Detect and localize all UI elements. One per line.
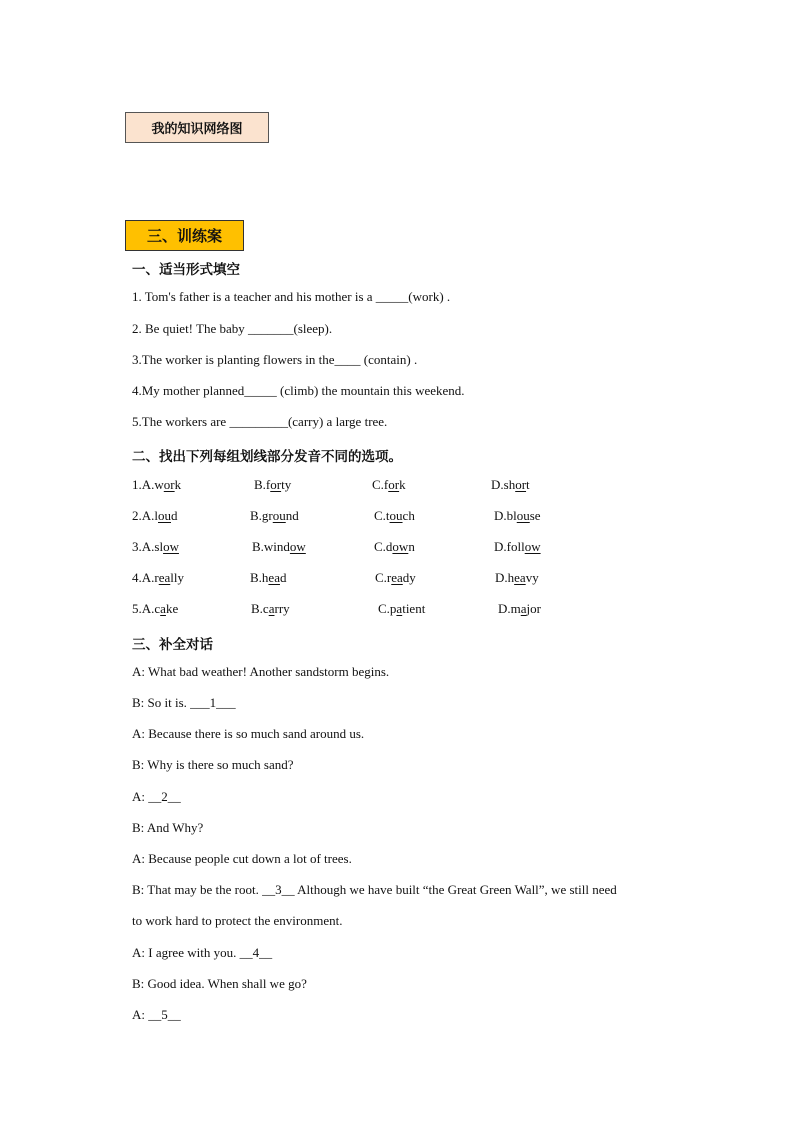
dialogue-line: A: I agree with you. __4__ [132,945,273,960]
pronunciation-option: C.patient [378,601,426,616]
dialogue-line: A: What bad weather! Another sandstorm begins. [132,664,390,679]
dialogue-line: B: Why is there so much sand? [132,757,294,772]
dialogue-line: A: Because people cut down a lot of trees. [132,851,352,866]
pronunciation-option: D.heavy [495,570,539,585]
pronunciation-option: B.head [250,570,287,585]
underlined-letters: or [163,477,175,492]
pronunciation-option: D.major [498,601,541,616]
fill-blank-item: 1. Tom's father is a teacher and his mother is a _____(work) . [132,289,451,304]
pronunciation-option: 5.A.cake [132,601,179,616]
training-section-title: 三、训练案 [146,227,222,245]
underlined-letters: or [270,477,282,492]
pronunciation-option: C.down [374,539,415,554]
underlined-letters: ou [272,508,286,523]
fill-blank-item: 5.The workers are _________(carry) a large tree. [132,414,388,429]
underlined-letters: ea [158,570,171,585]
section2-heading: 二、找出下列每组划线部分发音不同的选项。 [132,449,402,465]
fill-blank-item: 2. Be quiet! The baby _______(sleep). [132,321,333,336]
pronunciation-option: 2.A.loud [132,508,178,523]
underlined-letters: ow [524,539,541,554]
dialogue-line: A: Because there is so much sand around us. [132,726,365,741]
underlined-letters: a [268,601,275,616]
pronunciation-option: 4.A.really [132,570,184,585]
pronunciation-option: B.carry [251,601,290,616]
knowledge-map-box [125,112,269,143]
section3-heading: 三、补全对话 [132,637,213,653]
underlined-letters: or [515,477,527,492]
pronunciation-option: C.ready [375,570,416,585]
underlined-letters: ou [158,508,171,523]
dialogue-line: A: __2__ [132,789,181,804]
fill-blank-item: 3.The worker is planting flowers in the____ (contain) . [132,352,418,367]
dialogue-line: A: __5__ [132,1007,181,1022]
pronunciation-option: 1.A.work [132,477,182,492]
underlined-letters: ea [268,570,280,585]
pronunciation-option: D.follow [494,539,541,554]
underlined-letters: a [160,601,166,616]
pronunciation-option: C.touch [374,508,415,523]
underlined-letters: ow [392,539,409,554]
dialogue-line: B: That may be the root. __3__ Although we have built “the Great Green Wall”, we still need [132,882,617,897]
underlined-letters: ou [516,508,530,523]
underlined-letters: a [520,601,527,616]
underlined-letters: or [388,477,400,492]
dialogue-line: B: And Why? [132,820,204,835]
underlined-letters: ow [163,539,179,554]
fill-blank-item: 4.My mother planned_____ (climb) the mountain this weekend. [132,383,465,398]
pronunciation-option: B.ground [250,508,299,523]
pronunciation-option: D.blouse [494,508,541,523]
pronunciation-option: D.short [491,477,530,492]
underlined-letters: ea [514,570,526,585]
pronunciation-option: B.window [252,539,306,554]
underlined-letters: ow [289,539,306,554]
underlined-letters: ou [389,508,403,523]
dialogue-line: B: Good idea. When shall we go? [132,976,307,991]
dialogue-line: B: So it is. ___1___ [132,695,236,710]
pronunciation-option: C.fork [372,477,406,492]
section1-heading: 一、适当形式填空 [132,262,240,278]
underlined-letters: a [396,601,403,616]
dialogue-line: to work hard to protect the environment. [132,913,343,928]
pronunciation-option: 3.A.slow [132,539,179,554]
pronunciation-option: B.forty [254,477,292,492]
training-section-box [125,220,244,251]
underlined-letters: ea [391,570,403,585]
knowledge-map-title: 我的知识网络图 [151,122,243,137]
